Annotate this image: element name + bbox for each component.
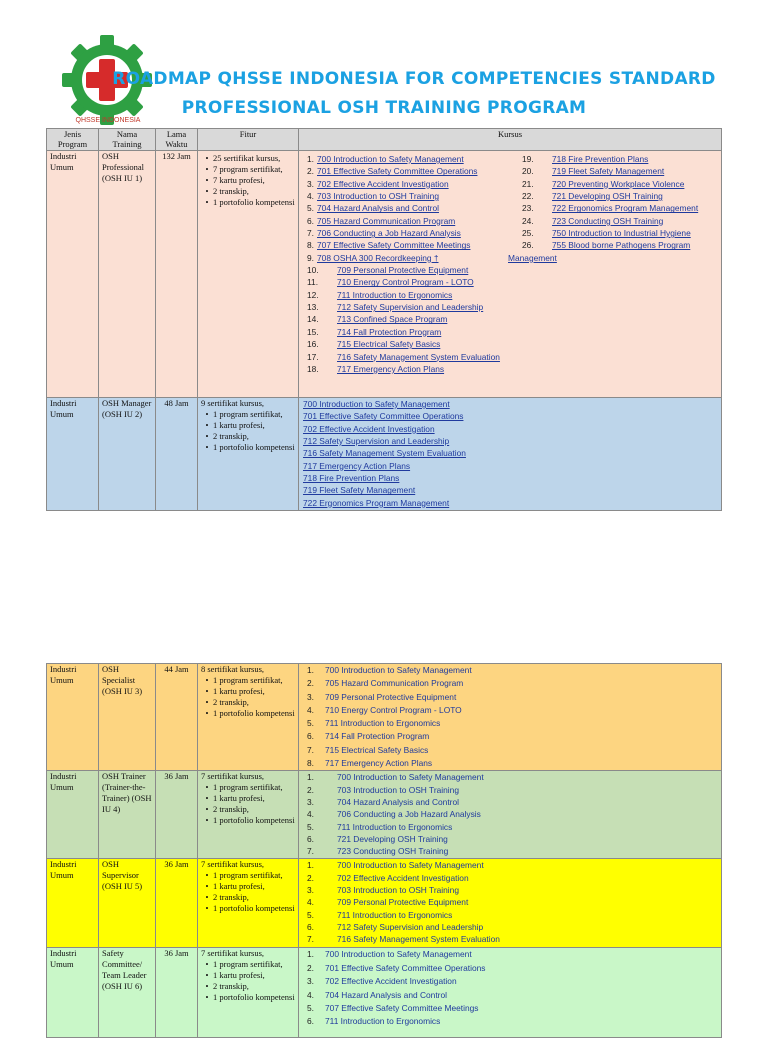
- fitur-item: • 2 transkip,: [205, 981, 249, 992]
- course-link[interactable]: 704 Hazard Analysis and Control: [317, 203, 439, 214]
- cell-jenis: Industri Umum: [47, 151, 99, 398]
- fitur-item: • 7 program sertifikat,: [205, 164, 283, 174]
- course-link[interactable]: 703 Introduction to OSH Training: [317, 191, 439, 202]
- fitur-item: 7 sertifikat kursus,: [201, 948, 265, 959]
- course-link[interactable]: 702 Effective Accident Investigation: [317, 178, 449, 189]
- fitur-item: • 1 program sertifikat,: [205, 782, 283, 793]
- course-item: 705 Hazard Communication Program: [325, 678, 464, 689]
- course-item: 717 Emergency Action Plans: [325, 758, 433, 769]
- cell-fitur: [198, 771, 299, 859]
- course-link-continuation[interactable]: Management: [508, 252, 557, 263]
- page-title-line1: ROADMAP QHSSE INDONESIA FOR COMPETENCIES STANDARD: [112, 69, 716, 89]
- course-item: 700 Introduction to Safety Management: [337, 860, 484, 871]
- course-item: 711 Introduction to Ergonomics: [325, 718, 441, 729]
- fitur-item: • 1 portofolio kompetensi: [205, 903, 295, 914]
- header-lama-waktu: Lama Waktu: [156, 129, 198, 151]
- course-link[interactable]: 719 Fleet Safety Management: [552, 166, 665, 177]
- cell-kursus: 1. 700 Introduction to Safety Management 2. 705 Hazard Communication Program 3. 709 Personal Protective Equipment 4. 710 Energy Control Program - LOTO 5. 711 Introduction to Ergonomics 6. 714 Fall Protection Program 7. 715 Electrical Safety Basics 8. 717 Emergency Action Plans: [299, 664, 722, 771]
- fitur-item: • 1 portofolio kompetensi: [205, 815, 295, 826]
- fitur-item: • 1 portofolio kompetensi: [205, 708, 295, 718]
- fitur-item: • 2 transkip,: [205, 892, 249, 903]
- course-item: 710 Energy Control Program - LOTO: [325, 704, 462, 715]
- header-jenis-program: Jenis Program: [47, 129, 99, 151]
- table-row-osh-trainer: [47, 771, 722, 859]
- fitur-item: • 1 portofolio kompetensi: [205, 992, 295, 1003]
- fitur-item: • 2 transkip,: [205, 804, 249, 815]
- table-row-osh-professional: [47, 151, 722, 398]
- course-link[interactable]: 755 Blood borne Pathogens Program: [552, 240, 691, 251]
- course-link[interactable]: 721 Developing OSH Training: [552, 191, 663, 202]
- fitur-item: 9 sertifikat kursus,: [201, 398, 265, 408]
- fitur-item: • 2 transkip,: [205, 697, 249, 707]
- course-link[interactable]: 717 Emergency Action Plans: [303, 460, 411, 471]
- course-item: 700 Introduction to Safety Management: [337, 772, 484, 783]
- course-link[interactable]: 714 Fall Protection Program: [337, 326, 442, 337]
- fitur-item: 7 sertifikat kursus,: [201, 771, 265, 782]
- cell-lama: 36 Jam: [156, 771, 198, 859]
- course-link[interactable]: 707 Effective Safety Committee Meetings: [317, 240, 471, 251]
- fitur-item: • 7 kartu profesi,: [205, 175, 265, 185]
- fitur-item: • 1 program sertifikat,: [205, 959, 283, 970]
- competency-table-2: [46, 663, 722, 1038]
- course-link[interactable]: 702 Effective Accident Investigation: [303, 423, 435, 434]
- course-item: 721 Developing OSH Training: [337, 834, 448, 845]
- fitur-item: • 2 transkip,: [205, 186, 249, 196]
- course-link[interactable]: 706 Conducting a Job Hazard Analysis: [317, 228, 461, 239]
- cell-jenis: Industri Umum: [47, 664, 99, 771]
- fitur-item: • 1 portofolio kompetensi: [205, 197, 295, 207]
- cell-kursus: [299, 398, 722, 511]
- course-link[interactable]: 701 Effective Safety Committee Operations: [303, 411, 464, 422]
- course-link[interactable]: 700 Introduction to Safety Management: [303, 399, 450, 409]
- cell-lama: 36 Jam: [156, 859, 198, 948]
- fitur-item: • 1 program sertifikat,: [205, 675, 283, 685]
- course-item: 715 Electrical Safety Basics: [325, 744, 429, 755]
- course-link[interactable]: 750 Introduction to Industrial Hygiene: [552, 228, 691, 239]
- course-item: 712 Safety Supervision and Leadership: [337, 922, 484, 933]
- course-item: 700 Introduction to Safety Management: [325, 949, 472, 960]
- table-row-osh-supervisor: [47, 859, 722, 948]
- course-item: 702 Effective Accident Investigation: [337, 872, 469, 883]
- fitur-item: • 1 kartu profesi,: [205, 881, 265, 892]
- cell-fitur: [198, 859, 299, 948]
- page-title-line2: PROFESSIONAL OSH TRAINING PROGRAM: [181, 98, 587, 118]
- cell-nama: OSH Supervisor (OSH IU 5): [99, 859, 156, 948]
- fitur-item: • 1 kartu profesi,: [205, 970, 265, 981]
- cell-kursus: 1. 700 Introduction to Safety Management 2. 701 Effective Safety Committee Operations 3. 702 Effective Accident Investigation 4. 703 Introduction to OSH Training 5. 704 Hazard Analysis and Control 6. 705 Hazard Communication Program 7. 706 Conducting a Job Hazard Analysis 8. 707 Effective Safety Committee Meetings 9. 708 OSHA 300 Recordkeeping † 10. 709 Personal Protective Equipment 11. 710 Energy Control Program - LOTO 12. 711 Introduction to Ergonomics 13. 712 Safety Supervision and Leadership 14. 713 Confined Space Program 15. 714 Fall Protection Program 16. 715 Electrical Safety Basics 17. 716 Safety Management System Evaluation 18. 717 Emergency Action Plans 19. 718 Fire Prevention Plans 20. 719 Fleet Safety Management 21. 720 Preventing Workplace Violence 22. 721 Developing OSH Training 23. 722 Ergonomics Program Management 24. 723 Conducting OSH Training 25. 750 Introduction to Industrial Hygiene 26. 755 Blood borne Pathogens Program Management: [299, 151, 722, 398]
- course-link[interactable]: 716 Safety Management System Evaluation: [337, 351, 500, 362]
- header-kursus: Kursus: [299, 129, 722, 151]
- cell-lama: 44 Jam: [156, 664, 198, 771]
- course-item: 703 Introduction to OSH Training: [337, 885, 459, 896]
- course-item: 704 Hazard Analysis and Control: [325, 989, 447, 1000]
- cell-lama: 36 Jam: [156, 948, 198, 1038]
- cell-nama: OSH Trainer (Trainer-the-Trainer) (OSH IU 4): [99, 771, 156, 859]
- course-item: 702 Effective Accident Investigation: [325, 976, 457, 987]
- fitur-item: • 1 kartu profesi,: [205, 686, 265, 696]
- course-link[interactable]: 718 Fire Prevention Plans: [303, 473, 400, 484]
- course-link[interactable]: 719 Fleet Safety Management: [303, 485, 416, 496]
- fitur-item: • 1 program sertifikat,: [205, 409, 283, 419]
- course-link[interactable]: 722 Ergonomics Program Management: [303, 497, 450, 508]
- course-link[interactable]: 715 Electrical Safety Basics: [337, 339, 441, 350]
- fitur-item: • 1 program sertifikat,: [205, 870, 283, 881]
- cell-nama: Safety Committee/ Team Leader (OSH IU 6): [99, 948, 156, 1038]
- course-link[interactable]: 718 Fire Prevention Plans: [552, 154, 649, 164]
- course-link[interactable]: 701 Effective Safety Committee Operations: [317, 166, 478, 177]
- cell-jenis: Industri Umum: [47, 398, 99, 511]
- course-link[interactable]: 720 Preventing Workplace Violence: [552, 178, 685, 189]
- table-row-osh-specialist: [47, 664, 722, 771]
- course-item: 716 Safety Management System Evaluation: [337, 934, 500, 945]
- course-link[interactable]: 708 OSHA 300 Recordkeeping †: [317, 252, 439, 263]
- fitur-item: • 25 sertifikat kursus,: [205, 153, 281, 163]
- competency-table-1: [46, 128, 722, 511]
- cell-fitur: [198, 151, 299, 398]
- course-link[interactable]: 712 Safety Supervision and Leadership: [337, 302, 484, 313]
- course-link[interactable]: 712 Safety Supervision and Leadership: [303, 436, 450, 447]
- cell-nama: OSH Professional (OSH IU 1): [99, 151, 156, 398]
- course-item: 701 Effective Safety Committee Operations: [325, 962, 486, 973]
- logo-caption: QHSSE INDONESIA: [75, 117, 141, 124]
- course-link[interactable]: 700 Introduction to Safety Management: [317, 154, 464, 164]
- cell-fitur: [198, 664, 299, 771]
- fitur-item: • 1 kartu profesi,: [205, 420, 265, 430]
- course-item: 706 Conducting a Job Hazard Analysis: [337, 809, 481, 820]
- course-link[interactable]: 705 Hazard Communication Program: [317, 215, 456, 226]
- table-row-osh-manager: [47, 398, 722, 511]
- course-link[interactable]: 722 Ergonomics Program Management: [552, 203, 699, 214]
- fitur-item: 7 sertifikat kursus,: [201, 859, 265, 870]
- table-header-row: [47, 129, 722, 151]
- cell-lama: 48 Jam: [156, 398, 198, 511]
- course-item: 700 Introduction to Safety Management: [325, 665, 472, 675]
- cell-kursus: 1. 700 Introduction to Safety Management 2. 701 Effective Safety Committee Operations 3. 702 Effective Accident Investigation 4. 704 Hazard Analysis and Control 5. 707 Effective Safety Committee Meetings 6. 711 Introduction to Ergonomics: [299, 948, 722, 1038]
- course-item: 714 Fall Protection Program: [325, 731, 430, 742]
- fitur-item: • 1 portofolio kompetensi: [205, 442, 295, 452]
- course-item: 723 Conducting OSH Training: [337, 846, 449, 857]
- course-item: 707 Effective Safety Committee Meetings: [325, 1003, 479, 1013]
- cell-fitur: [198, 398, 299, 511]
- cell-kursus: 1. 700 Introduction to Safety Management 2. 703 Introduction to OSH Training 3. 704 Hazard Analysis and Control 4. 706 Conducting a Job Hazard Analysis 5. 711 Introduction to Ergonomics 6. 721 Developing OSH Training 7. 723 Conducting OSH Training: [299, 771, 722, 859]
- course-link[interactable]: 711 Introduction to Ergonomics: [337, 289, 453, 300]
- course-link[interactable]: 717 Emergency Action Plans: [337, 363, 445, 374]
- cell-nama: OSH Specialist (OSH IU 3): [99, 664, 156, 771]
- course-link[interactable]: 716 Safety Management System Evaluation: [303, 448, 466, 459]
- fitur-item: • 1 kartu profesi,: [205, 793, 265, 804]
- course-link[interactable]: 709 Personal Protective Equipment: [337, 265, 469, 276]
- course-link[interactable]: 723 Conducting OSH Training: [552, 215, 664, 226]
- fitur-item: • 2 transkip,: [205, 431, 249, 441]
- course-item: 704 Hazard Analysis and Control: [337, 797, 459, 808]
- table-row-safety-committee: [47, 948, 722, 1038]
- cell-nama: OSH Manager (OSH IU 2): [99, 398, 156, 511]
- course-item: 709 Personal Protective Equipment: [325, 691, 457, 702]
- course-link[interactable]: 713 Confined Space Program: [337, 314, 448, 325]
- cell-jenis: Industri Umum: [47, 771, 99, 859]
- cell-jenis: Industri Umum: [47, 859, 99, 948]
- course-item: 709 Personal Protective Equipment: [337, 897, 469, 908]
- fitur-item: 8 sertifikat kursus,: [201, 664, 265, 674]
- header-fitur: Fitur: [198, 129, 299, 151]
- course-item: 703 Introduction to OSH Training: [337, 784, 459, 795]
- cell-fitur: [198, 948, 299, 1038]
- cell-jenis: Industri Umum: [47, 948, 99, 1038]
- course-item: 711 Introduction to Ergonomics: [337, 909, 453, 920]
- cell-lama: 132 Jam: [156, 151, 198, 398]
- header-nama-training: Nama Training: [99, 129, 156, 151]
- cell-kursus: 1. 700 Introduction to Safety Management 2. 702 Effective Accident Investigation 3. 703 Introduction to OSH Training 4. 709 Personal Protective Equipment 5. 711 Introduction to Ergonomics 6. 712 Safety Supervision and Leadership 7. 716 Safety Management System Evaluation: [299, 859, 722, 948]
- course-item: 711 Introduction to Ergonomics: [337, 821, 453, 832]
- course-link[interactable]: 710 Energy Control Program - LOTO: [337, 277, 474, 288]
- course-item: 711 Introduction to Ergonomics: [325, 1016, 441, 1027]
